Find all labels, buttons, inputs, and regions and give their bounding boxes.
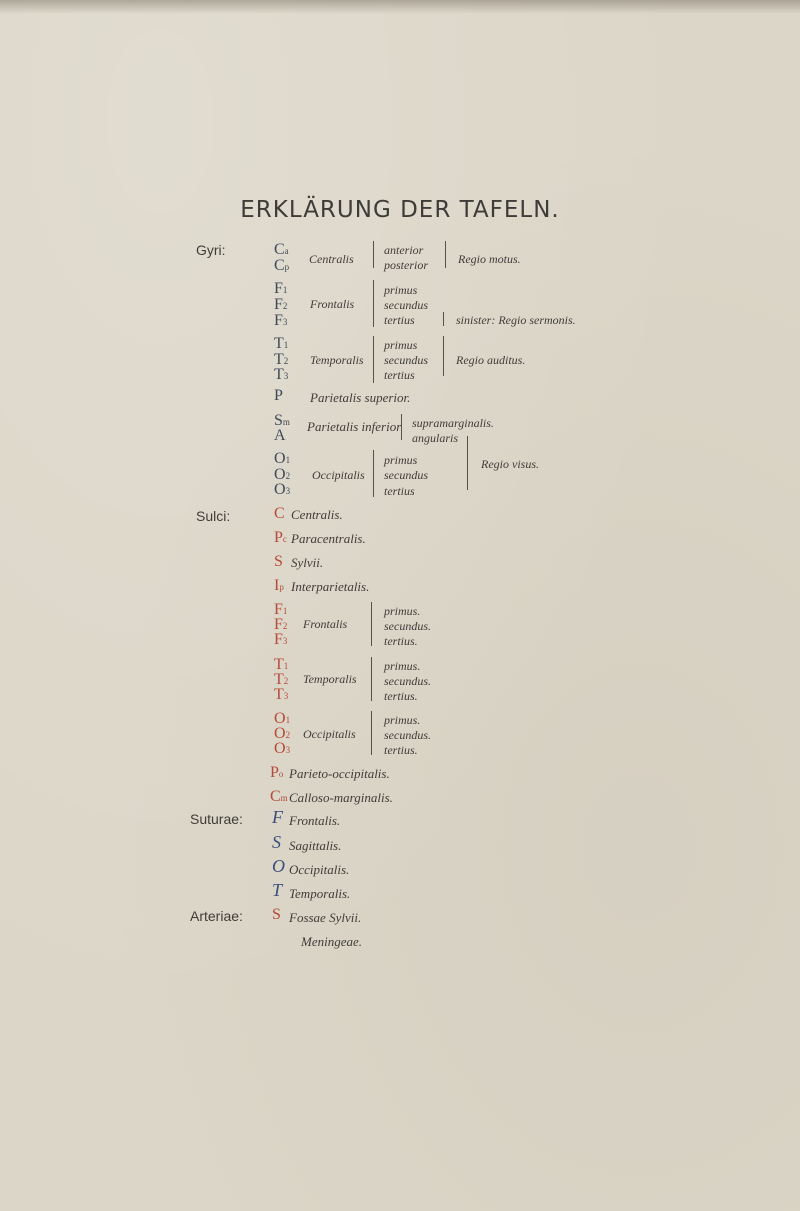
label-tertius: tertius xyxy=(384,313,415,327)
label-supramarginalis: supramarginalis. xyxy=(412,416,494,430)
label-paracentralis: Paracentralis. xyxy=(291,531,366,546)
label-secundus: secundus xyxy=(384,298,428,312)
abbr-c: C xyxy=(274,505,285,522)
abbr-t1: T1 xyxy=(274,656,289,673)
label-occipitalis: Occipitalis. xyxy=(289,862,350,877)
label-centralis: Centralis. xyxy=(291,507,343,522)
abbr-t-script: T xyxy=(272,880,283,900)
abbr-ca: Ca xyxy=(274,241,289,258)
label-interparietalis: Interparietalis. xyxy=(291,579,370,594)
abbr-t3: T3 xyxy=(274,366,289,383)
abbr-ip: Ip xyxy=(274,577,284,594)
label-tertius: tertius xyxy=(384,368,415,382)
label-occipitalis: Occipitalis xyxy=(312,468,365,482)
section-suturae: Suturae: xyxy=(190,811,243,827)
abbr-pc: Pc xyxy=(274,529,287,546)
label-primus: primus xyxy=(384,338,418,352)
bracket xyxy=(373,241,374,268)
section-sulci: Sulci: xyxy=(196,508,231,524)
label-primus: primus. xyxy=(384,659,421,673)
label-secundus: secundus. xyxy=(384,674,431,688)
label-parietalis-superior: Parietalis superior. xyxy=(310,390,411,405)
abbr-o1: O1 xyxy=(274,710,291,727)
abbr-o1: O1 xyxy=(274,450,291,467)
abbr-f2: F2 xyxy=(274,296,288,313)
bracket xyxy=(467,436,468,490)
abbr-p: P xyxy=(274,387,283,404)
bracket xyxy=(371,711,372,755)
page-top-edge xyxy=(0,0,800,14)
abbr-t2: T2 xyxy=(274,671,289,688)
page-title: ERKLÄRUNG DER TAFELN. xyxy=(240,197,560,223)
label-sagittalis: Sagittalis. xyxy=(289,838,342,853)
bracket xyxy=(371,602,372,646)
label-frontalis: Frontalis xyxy=(303,617,348,631)
bracket xyxy=(401,414,402,440)
label-secundus: secundus. xyxy=(384,728,431,742)
abbr-sm: Sm xyxy=(274,412,290,429)
abbr-f-script: F xyxy=(272,807,283,827)
abbr-a: A xyxy=(274,427,286,444)
abbr-f2: F2 xyxy=(274,616,288,633)
bracket xyxy=(443,336,444,376)
abbr-t2: T2 xyxy=(274,351,289,368)
label-regio-visus: Regio visus. xyxy=(481,457,539,471)
label-primus: primus xyxy=(384,453,418,467)
label-sylvii: Sylvii. xyxy=(291,555,324,570)
label-temporalis: Temporalis xyxy=(303,672,357,686)
label-meningeae: Meningeae. xyxy=(301,934,363,949)
abbr-o3: O3 xyxy=(274,740,291,757)
label-secundus: secundus. xyxy=(384,619,431,633)
label-regio-sermonis: sinister: Regio sermonis. xyxy=(456,313,576,327)
section-gyri: Gyri: xyxy=(196,242,226,258)
abbr-s-script: S xyxy=(272,832,281,852)
label-posterior: posterior xyxy=(384,258,429,272)
label-temporalis: Temporalis xyxy=(310,353,364,367)
label-parietalis-inferior: Parietalis inferior xyxy=(307,419,402,434)
abbr-s: S xyxy=(272,906,281,923)
abbr-po: Po xyxy=(270,764,284,781)
abbr-t3: T3 xyxy=(274,686,289,703)
label-anterior: anterior xyxy=(384,243,424,257)
bracket xyxy=(443,312,444,326)
label-primus: primus. xyxy=(384,604,421,618)
label-fossae-sylvii: Fossae Sylvii. xyxy=(289,910,362,925)
section-arteriae: Arteriae: xyxy=(190,908,243,924)
label-parieto-occipitalis: Parieto-occipitalis. xyxy=(289,766,390,781)
label-angularis: angularis xyxy=(412,431,459,445)
label-tertius: tertius. xyxy=(384,634,418,648)
abbr-s: S xyxy=(274,553,283,570)
label-regio-motus: Regio motus. xyxy=(458,252,521,266)
label-secundus: secundus xyxy=(384,353,428,367)
abbr-t1: T1 xyxy=(274,335,289,352)
bracket xyxy=(373,336,374,383)
abbr-o-script: O xyxy=(272,856,285,876)
label-secundus: secundus xyxy=(384,468,428,482)
abbr-f1: F1 xyxy=(274,601,288,618)
label-primus: primus xyxy=(384,283,418,297)
abbr-f3: F3 xyxy=(274,312,288,329)
abbr-f1: F1 xyxy=(274,280,288,297)
label-tertius: tertius xyxy=(384,484,415,498)
bracket xyxy=(371,657,372,701)
label-calloso-marginalis: Calloso-marginalis. xyxy=(289,790,393,805)
label-primus: primus. xyxy=(384,713,421,727)
abbr-f3: F3 xyxy=(274,631,288,648)
abbr-cp: Cp xyxy=(274,257,290,274)
label-frontalis: Frontalis. xyxy=(289,813,341,828)
abbr-o2: O2 xyxy=(274,725,291,742)
bracket xyxy=(373,450,374,497)
label-tertius: tertius. xyxy=(384,743,418,757)
label-temporalis: Temporalis. xyxy=(289,886,351,901)
abbr-o3: O3 xyxy=(274,481,291,498)
label-occipitalis: Occipitalis xyxy=(303,727,356,741)
bracket xyxy=(373,280,374,327)
label-centralis: Centralis xyxy=(309,252,354,266)
abbr-o2: O2 xyxy=(274,466,291,483)
label-tertius: tertius. xyxy=(384,689,418,703)
label-frontalis: Frontalis xyxy=(310,297,355,311)
label-regio-auditus: Regio auditus. xyxy=(456,353,526,367)
bracket xyxy=(445,241,446,268)
abbr-cm: Cm xyxy=(270,788,288,805)
